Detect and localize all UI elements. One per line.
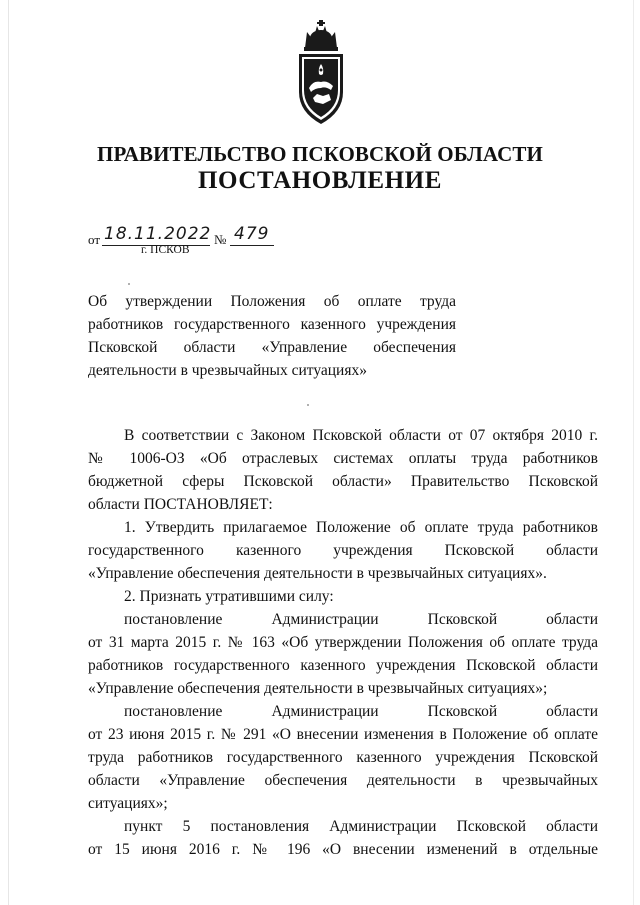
body-line: «Управление обеспечения деятельности в чрезвычайных ситуациях»; bbox=[88, 680, 548, 697]
body-line: 2. Признать утратившими силу: bbox=[124, 588, 334, 605]
body-line: «Управление обеспечения деятельности в чрезвычайных ситуациях». bbox=[88, 565, 547, 582]
city-label: г. ПСКОВ bbox=[141, 244, 190, 256]
body-line: постановление Администрации Псковской области bbox=[124, 703, 598, 720]
body-line: области ПОСТАНОВЛЯЕТ: bbox=[88, 496, 273, 513]
body-line: от 23 июня 2015 г. № 291 «О внесении изменения в Положение об оплате bbox=[88, 726, 598, 743]
body-line: от 15 июня 2016 г. № 196 «О внесении изменений в отдельные bbox=[88, 841, 598, 858]
scan-edge-left bbox=[8, 0, 9, 905]
scan-speck bbox=[128, 283, 130, 285]
scan-speck bbox=[307, 404, 309, 406]
body-line: постановление Администрации Псковской области bbox=[124, 611, 598, 628]
body-line: от 31 марта 2015 г. № 163 «Об утверждении Положения об оплате труда bbox=[88, 634, 598, 651]
subject-line: Об утверждении Положения об оплате труда bbox=[88, 293, 456, 310]
document-body bbox=[88, 424, 598, 861]
body-line: области «Управление обеспечения деятельности в чрезвычайных bbox=[88, 772, 598, 789]
coat-of-arms-emblem bbox=[293, 18, 349, 128]
body-line: пункт 5 постановления Администрации Псковской области bbox=[124, 818, 598, 835]
scan-edge-right bbox=[633, 0, 634, 905]
document-type: ПОСТАНОВЛЕНИЕ bbox=[197, 167, 443, 194]
body-line: государственного казенного учреждения Псковской области bbox=[88, 542, 598, 559]
subject-line: работников государственного казенного учреждения bbox=[88, 316, 456, 333]
date-handwritten: 18.11.2022 bbox=[104, 224, 212, 244]
number-underline bbox=[230, 245, 274, 246]
number-prefix: № bbox=[214, 232, 227, 247]
body-line: № 1006-ОЗ «Об отраслевых системах оплаты труда работников bbox=[88, 450, 598, 467]
body-line: 1. Утвердить прилагаемое Положение об оплате труда работников bbox=[124, 519, 598, 536]
date-prefix: от bbox=[88, 232, 101, 247]
subject-line: деятельности в чрезвычайных ситуациях» bbox=[88, 362, 367, 379]
document-subject bbox=[88, 290, 456, 382]
body-line: труда работников государственного казенного учреждения Псковской bbox=[88, 749, 598, 766]
body-line: ситуациях»; bbox=[88, 795, 168, 812]
government-title: ПРАВИТЕЛЬСТВО ПСКОВСКОЙ ОБЛАСТИ bbox=[97, 142, 543, 166]
body-line: В соответствии с Законом Псковской области от 07 октября 2010 г. bbox=[124, 427, 598, 444]
subject-line: Псковской области «Управление обеспечения bbox=[88, 339, 456, 356]
body-line: работников государственного казенного учреждения Псковской области bbox=[88, 657, 598, 674]
number-handwritten: 479 bbox=[234, 224, 270, 244]
body-line: бюджетной сферы Псковской области» Правительство Псковской bbox=[88, 473, 598, 490]
